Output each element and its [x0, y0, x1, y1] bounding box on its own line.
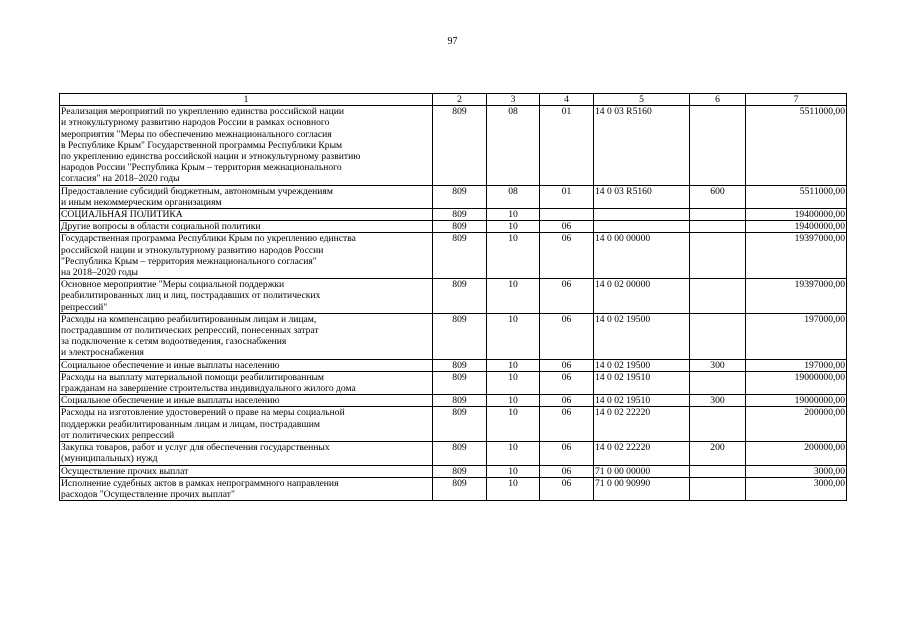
amount: 19000000,00	[746, 395, 847, 407]
amount: 19400000,00	[746, 209, 847, 221]
target-article-code: 14 0 03 R5160	[594, 185, 690, 208]
expense-type-code	[690, 209, 746, 221]
column-number-3: 3	[487, 94, 540, 106]
amount: 5511000,00	[746, 185, 847, 208]
table-row	[60, 279, 847, 314]
ministry-code: 809	[433, 233, 487, 279]
expense-type-code	[690, 477, 746, 500]
subsection-code: 06	[540, 395, 594, 407]
budget-item-name: Закупка товаров, работ и услуг для обеспечения государственных (муниципальных) нужд	[60, 442, 433, 465]
budget-item-name: Социальное обеспечение и иные выплаты населению	[60, 395, 433, 407]
subsection-code: 06	[540, 221, 594, 233]
ministry-code: 809	[433, 442, 487, 465]
target-article-code: 14 0 03 R5160	[594, 106, 690, 185]
section-code: 10	[487, 279, 540, 314]
expense-type-code: 600	[690, 185, 746, 208]
subsection-code: 06	[540, 442, 594, 465]
subsection-code	[540, 209, 594, 221]
target-article-code: 71 0 00 00000	[594, 465, 690, 477]
budget-item-name: Социальное обеспечение и иные выплаты населению	[60, 359, 433, 371]
section-code: 10	[487, 313, 540, 359]
subsection-code: 01	[540, 185, 594, 208]
budget-item-name: Основное мероприятие "Меры социальной поддержки реабилитированных лиц и лиц, пострадавших от политических репрессий"	[60, 279, 433, 314]
target-article-code	[594, 221, 690, 233]
section-code: 10	[487, 477, 540, 500]
amount: 19397000,00	[746, 279, 847, 314]
table-body	[60, 106, 847, 501]
table-row	[60, 209, 847, 221]
budget-item-name: СОЦИАЛЬНАЯ ПОЛИТИКА	[60, 209, 433, 221]
target-article-code	[594, 209, 690, 221]
section-code: 08	[487, 185, 540, 208]
table-row	[60, 313, 847, 359]
table-row	[60, 359, 847, 371]
budget-item-name: Осуществление прочих выплат	[60, 465, 433, 477]
section-code: 10	[487, 209, 540, 221]
expense-type-code: 300	[690, 395, 746, 407]
amount: 197000,00	[746, 359, 847, 371]
ministry-code: 809	[433, 477, 487, 500]
column-number-4: 4	[540, 94, 594, 106]
target-article-code: 14 0 02 19500	[594, 359, 690, 371]
budget-item-name: Расходы на изготовление удостоверений о праве на меры социальной поддержки реабилитированным лицам и лицам, пострадавшим от политических репрессий	[60, 407, 433, 442]
amount: 197000,00	[746, 313, 847, 359]
target-article-code: 14 0 02 19510	[594, 371, 690, 394]
table-row	[60, 465, 847, 477]
ministry-code: 809	[433, 313, 487, 359]
ministry-code: 809	[433, 359, 487, 371]
subsection-code: 06	[540, 359, 594, 371]
expense-type-code	[690, 106, 746, 185]
expense-type-code: 300	[690, 359, 746, 371]
ministry-code: 809	[433, 407, 487, 442]
budget-item-name: Исполнение судебных актов в рамках непрограммного направления расходов "Осуществление прочих выплат"	[60, 477, 433, 500]
target-article-code: 14 0 02 19500	[594, 313, 690, 359]
table-row	[60, 371, 847, 394]
expense-type-code	[690, 465, 746, 477]
amount: 5511000,00	[746, 106, 847, 185]
section-code: 10	[487, 407, 540, 442]
ministry-code: 809	[433, 185, 487, 208]
budget-item-name: Расходы на компенсацию реабилитированным лицам и лицам, пострадавшим от политических репрессий, понесенных затрат за подключение к сетям водоотведения, газоснабжения и электроснабжения	[60, 313, 433, 359]
budget-item-name: Государственная программа Республики Крым по укреплению единства российской нации и этнокультурному развитию народов России "Республика Крым – территория межнационального согласия" на 2018–2020 годы	[60, 233, 433, 279]
ministry-code: 809	[433, 395, 487, 407]
subsection-code: 06	[540, 313, 594, 359]
section-code: 10	[487, 442, 540, 465]
subsection-code: 06	[540, 407, 594, 442]
ministry-code: 809	[433, 465, 487, 477]
budget-item-name: Расходы на выплату материальной помощи реабилитированным гражданам на завершение строительства индивидуального жилого дома	[60, 371, 433, 394]
target-article-code: 14 0 02 22220	[594, 407, 690, 442]
section-code: 10	[487, 221, 540, 233]
subsection-code: 06	[540, 477, 594, 500]
page-number: 97	[447, 36, 458, 47]
column-number-1: 1	[60, 94, 433, 106]
subsection-code: 06	[540, 465, 594, 477]
subsection-code: 06	[540, 233, 594, 279]
ministry-code: 809	[433, 221, 487, 233]
ministry-code: 809	[433, 106, 487, 185]
amount: 200000,00	[746, 407, 847, 442]
budget-table	[59, 93, 847, 501]
section-code: 10	[487, 359, 540, 371]
table-row	[60, 442, 847, 465]
expense-type-code	[690, 371, 746, 394]
section-code: 10	[487, 233, 540, 279]
expense-type-code: 200	[690, 442, 746, 465]
column-number-2: 2	[433, 94, 487, 106]
amount: 19397000,00	[746, 233, 847, 279]
target-article-code: 71 0 00 90990	[594, 477, 690, 500]
ministry-code: 809	[433, 209, 487, 221]
expense-type-code	[690, 221, 746, 233]
amount: 19000000,00	[746, 371, 847, 394]
target-article-code: 14 0 02 19510	[594, 395, 690, 407]
subsection-code: 06	[540, 279, 594, 314]
amount: 19400000,00	[746, 221, 847, 233]
section-code: 10	[487, 371, 540, 394]
target-article-code: 14 0 02 22220	[594, 442, 690, 465]
expense-type-code	[690, 279, 746, 314]
expense-type-code	[690, 407, 746, 442]
column-number-6: 6	[690, 94, 746, 106]
amount: 200000,00	[746, 442, 847, 465]
column-number-7: 7	[746, 94, 847, 106]
section-code: 10	[487, 395, 540, 407]
table-row	[60, 477, 847, 500]
expense-type-code	[690, 313, 746, 359]
table-row	[60, 221, 847, 233]
section-code: 08	[487, 106, 540, 185]
table-row	[60, 233, 847, 279]
subsection-code: 01	[540, 106, 594, 185]
ministry-code: 809	[433, 279, 487, 314]
target-article-code: 14 0 00 00000	[594, 233, 690, 279]
table-row	[60, 185, 847, 208]
amount: 3000,00	[746, 465, 847, 477]
table-row	[60, 395, 847, 407]
budget-item-name: Реализация мероприятий по укреплению единства российской нации и этнокультурному развитию народов России в рамках основного мероприятия "Меры по обеспечению межнационального согласия в Республике Крым" Государственной программы Республики Крым по укреплению единства российской нации и этнокультурному развитию народов России "Республика Крым – территория межнационального согласия" на 2018–2020 годы	[60, 106, 433, 185]
budget-item-name: Другие вопросы в области социальной политики	[60, 221, 433, 233]
amount: 3000,00	[746, 477, 847, 500]
target-article-code: 14 0 02 00000	[594, 279, 690, 314]
ministry-code: 809	[433, 371, 487, 394]
table-row	[60, 407, 847, 442]
expense-type-code	[690, 233, 746, 279]
budget-item-name: Предоставление субсидий бюджетным, автономным учреждениям и иным некоммерческим организациям	[60, 185, 433, 208]
column-number-header-row	[60, 94, 847, 106]
table-row	[60, 106, 847, 185]
section-code: 10	[487, 465, 540, 477]
subsection-code: 06	[540, 371, 594, 394]
column-number-5: 5	[594, 94, 690, 106]
